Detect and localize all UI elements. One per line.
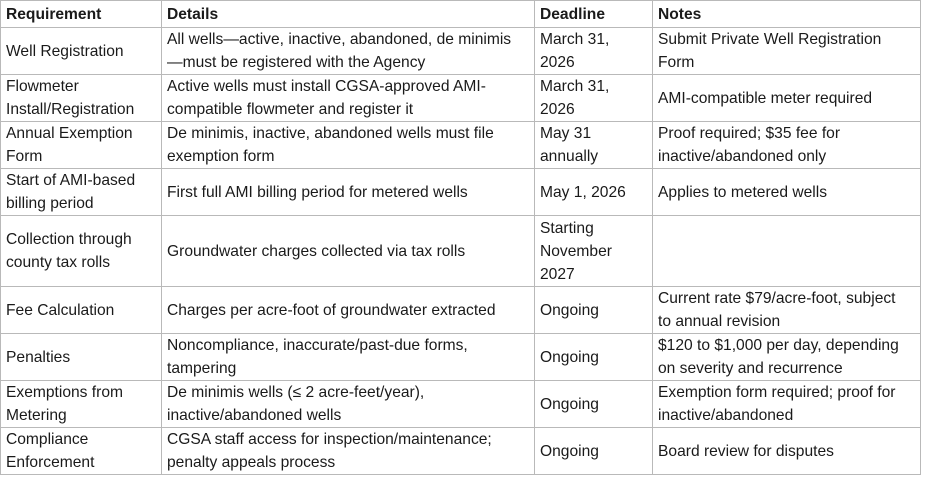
details-cell: Noncompliance, inaccurate/past-due forms, tampering: [162, 334, 535, 381]
details-cell: Charges per acre-foot of groundwater extracted: [162, 287, 535, 334]
notes-cell: Applies to metered wells: [653, 169, 921, 216]
deadline-cell: Ongoing: [535, 428, 653, 475]
deadline-cell: May 1, 2026: [535, 169, 653, 216]
table-row: [1, 287, 921, 334]
details-cell: De minimis wells (≤ 2 acre-feet/year), inactive/abandoned wells: [162, 381, 535, 428]
notes-cell: Exemption form required; proof for inactive/abandoned: [653, 381, 921, 428]
requirement-cell: Fee Calculation: [1, 287, 162, 334]
deadline-cell: March 31, 2026: [535, 28, 653, 75]
requirement-cell: Annual Exemption Form: [1, 122, 162, 169]
deadline-cell: Ongoing: [535, 381, 653, 428]
column-header-requirement: Requirement: [1, 1, 162, 28]
table-body: [1, 28, 921, 475]
deadline-cell: Ongoing: [535, 287, 653, 334]
table-row: [1, 28, 921, 75]
requirement-cell: Penalties: [1, 334, 162, 381]
notes-cell: $120 to $1,000 per day, depending on severity and recurrence: [653, 334, 921, 381]
table-row: [1, 75, 921, 122]
requirement-cell: Flowmeter Install/Registration: [1, 75, 162, 122]
details-cell: CGSA staff access for inspection/maintenance; penalty appeals process: [162, 428, 535, 475]
deadline-cell: Ongoing: [535, 334, 653, 381]
requirement-cell: Start of AMI-based billing period: [1, 169, 162, 216]
column-header-deadline: Deadline: [535, 1, 653, 28]
header-row: [1, 1, 921, 28]
table-row: [1, 428, 921, 475]
deadline-cell: Starting November 2027: [535, 216, 653, 287]
deadline-cell: March 31, 2026: [535, 75, 653, 122]
notes-cell: [653, 216, 921, 287]
notes-cell: AMI-compatible meter required: [653, 75, 921, 122]
table-header: [1, 1, 921, 28]
requirement-cell: Compliance Enforcement: [1, 428, 162, 475]
deadline-cell: May 31 annually: [535, 122, 653, 169]
details-cell: Active wells must install CGSA-approved AMI- compatible flowmeter and register it: [162, 75, 535, 122]
notes-cell: Board review for disputes: [653, 428, 921, 475]
details-cell: First full AMI billing period for metered wells: [162, 169, 535, 216]
requirement-cell: Exemptions from Metering: [1, 381, 162, 428]
notes-cell: Submit Private Well Registration Form: [653, 28, 921, 75]
details-cell: De minimis, inactive, abandoned wells must file exemption form: [162, 122, 535, 169]
table-row: [1, 122, 921, 169]
notes-cell: Proof required; $35 fee for inactive/abandoned only: [653, 122, 921, 169]
details-cell: Groundwater charges collected via tax rolls: [162, 216, 535, 287]
table-row: [1, 216, 921, 287]
column-header-details: Details: [162, 1, 535, 28]
details-cell: All wells—active, inactive, abandoned, de minimis —must be registered with the Agency: [162, 28, 535, 75]
table-row: [1, 381, 921, 428]
notes-cell: Current rate $79/acre-foot, subject to annual revision: [653, 287, 921, 334]
column-header-notes: Notes: [653, 1, 921, 28]
requirement-cell: Well Registration: [1, 28, 162, 75]
table-row: [1, 334, 921, 381]
requirement-cell: Collection through county tax rolls: [1, 216, 162, 287]
table-row: [1, 169, 921, 216]
